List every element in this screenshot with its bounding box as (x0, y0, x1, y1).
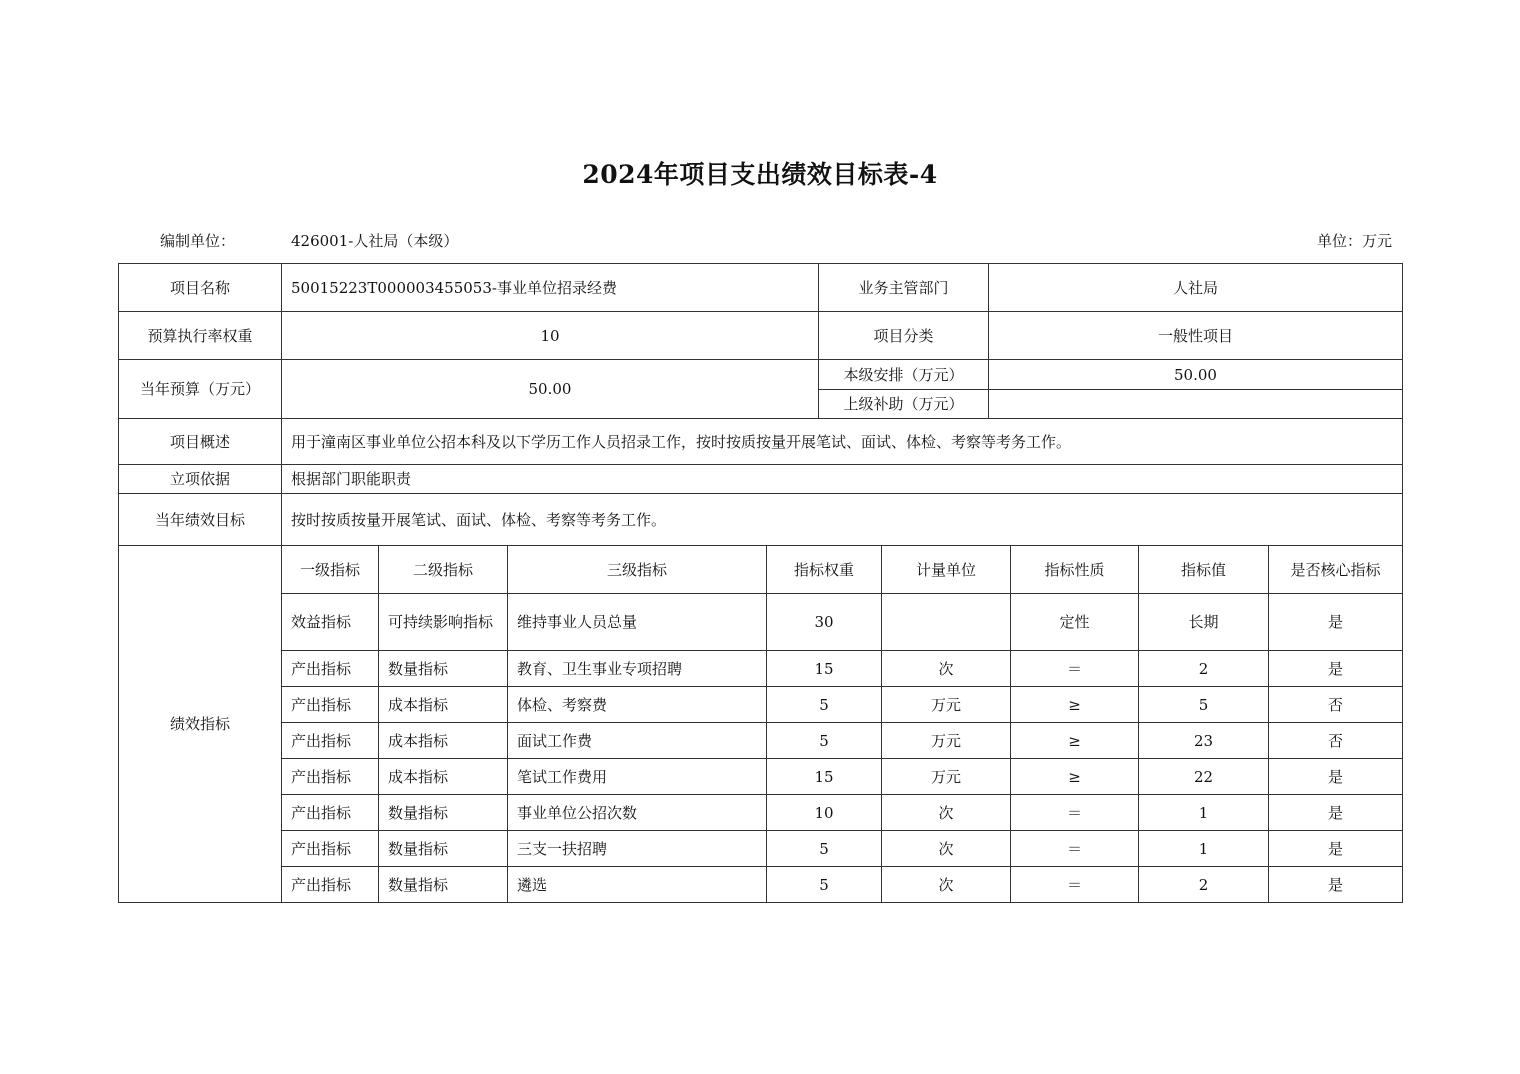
cell-weight: 5 (767, 723, 882, 759)
row-goal (119, 494, 1403, 546)
cell-nature: ＝ (1011, 651, 1139, 687)
upper-label: 上级补助（万元） (819, 390, 989, 419)
cell-unit: 次 (882, 867, 1011, 903)
page-title: 2024年项目支出绩效目标表-4 (582, 160, 938, 189)
table-row (119, 831, 1403, 867)
unit-label: 单位：万元 (1316, 232, 1392, 250)
table-row (119, 795, 1403, 831)
cell-value: 1 (1139, 795, 1269, 831)
cell-level1: 效益指标 (282, 594, 379, 651)
cell-level2: 成本指标 (379, 759, 508, 795)
cell-nature: ＝ (1011, 867, 1139, 903)
cell-core: 是 (1269, 795, 1403, 831)
cell-level3: 面试工作费 (508, 723, 767, 759)
cell-level2: 数量指标 (379, 831, 508, 867)
table-row (119, 759, 1403, 795)
cell-level1: 产出指标 (282, 795, 379, 831)
overview-label: 项目概述 (119, 419, 282, 465)
org-value: 426001-人社局（本级） (291, 232, 459, 250)
exec-weight-value: 10 (282, 312, 819, 360)
cell-level2: 数量指标 (379, 651, 508, 687)
category-value: 一般性项目 (989, 312, 1403, 360)
project-info-table (118, 263, 1403, 546)
budget-label: 当年预算（万元） (119, 360, 282, 419)
cell-level3: 笔试工作费用 (508, 759, 767, 795)
cell-value: 22 (1139, 759, 1269, 795)
cell-core: 是 (1269, 651, 1403, 687)
cell-level1: 产出指标 (282, 687, 379, 723)
row-project-name (119, 264, 1403, 312)
row-exec-weight (119, 312, 1403, 360)
cell-nature: ≥ (1011, 759, 1139, 795)
cell-core: 否 (1269, 687, 1403, 723)
table-row (119, 687, 1403, 723)
table-row (119, 594, 1403, 651)
cell-value: 长期 (1139, 594, 1269, 651)
cell-level3: 体检、考察费 (508, 687, 767, 723)
row-budget (119, 360, 1403, 390)
cell-level1: 产出指标 (282, 831, 379, 867)
org-label: 编制单位： (160, 232, 236, 250)
dept-value: 人社局 (989, 264, 1403, 312)
cell-value: 5 (1139, 687, 1269, 723)
cell-value: 2 (1139, 651, 1269, 687)
cell-weight: 5 (767, 687, 882, 723)
cell-weight: 5 (767, 867, 882, 903)
basis-value: 根据部门职能职责 (282, 465, 1403, 494)
category-label: 项目分类 (819, 312, 989, 360)
cell-level3: 教育、卫生事业专项招聘 (508, 651, 767, 687)
cell-core: 否 (1269, 723, 1403, 759)
goal-label: 当年绩效目标 (119, 494, 282, 546)
cell-level3: 三支一扶招聘 (508, 831, 767, 867)
header-level3: 三级指标 (508, 546, 767, 594)
indicator-table (118, 545, 1403, 903)
cell-value: 1 (1139, 831, 1269, 867)
cell-nature: ＝ (1011, 795, 1139, 831)
cell-unit: 次 (882, 651, 1011, 687)
cell-unit: 万元 (882, 687, 1011, 723)
local-label: 本级安排（万元） (819, 360, 989, 390)
cell-weight: 10 (767, 795, 882, 831)
upper-value (989, 390, 1403, 419)
cell-unit: 万元 (882, 723, 1011, 759)
header-value: 指标值 (1139, 546, 1269, 594)
project-name-value: 50015223T000003455053-事业单位招录经费 (282, 264, 819, 312)
dept-label: 业务主管部门 (819, 264, 989, 312)
cell-level3: 事业单位公招次数 (508, 795, 767, 831)
header-core: 是否核心指标 (1269, 546, 1403, 594)
cell-value: 23 (1139, 723, 1269, 759)
cell-nature: 定性 (1011, 594, 1139, 651)
cell-level2: 可持续影响指标 (379, 594, 508, 651)
cell-core: 是 (1269, 759, 1403, 795)
cell-weight: 30 (767, 594, 882, 651)
cell-unit (882, 594, 1011, 651)
header-nature: 指标性质 (1011, 546, 1139, 594)
table-row (119, 723, 1403, 759)
local-value: 50.00 (989, 360, 1403, 390)
header-unit: 计量单位 (882, 546, 1011, 594)
header-level2: 二级指标 (379, 546, 508, 594)
cell-level3: 维持事业人员总量 (508, 594, 767, 651)
cell-level3: 遴选 (508, 867, 767, 903)
exec-weight-label: 预算执行率权重 (119, 312, 282, 360)
cell-level1: 产出指标 (282, 867, 379, 903)
cell-level1: 产出指标 (282, 651, 379, 687)
header-level1: 一级指标 (282, 546, 379, 594)
cell-level1: 产出指标 (282, 759, 379, 795)
table-row (119, 651, 1403, 687)
cell-unit: 次 (882, 795, 1011, 831)
cell-weight: 15 (767, 651, 882, 687)
cell-unit: 万元 (882, 759, 1011, 795)
cell-weight: 5 (767, 831, 882, 867)
cell-level1: 产出指标 (282, 723, 379, 759)
table-row (119, 867, 1403, 903)
cell-unit: 次 (882, 831, 1011, 867)
row-basis (119, 465, 1403, 494)
cell-weight: 15 (767, 759, 882, 795)
cell-core: 是 (1269, 594, 1403, 651)
cell-level2: 数量指标 (379, 867, 508, 903)
indicator-section-label: 绩效指标 (119, 546, 282, 903)
cell-nature: ≥ (1011, 723, 1139, 759)
overview-value: 用于潼南区事业单位公招本科及以下学历工作人员招录工作，按时按质按量开展笔试、面试、体检、考察等考务工作。 (282, 419, 1403, 465)
goal-value: 按时按质按量开展笔试、面试、体检、考察等考务工作。 (282, 494, 1403, 546)
basis-label: 立项依据 (119, 465, 282, 494)
cell-core: 是 (1269, 831, 1403, 867)
cell-level2: 数量指标 (379, 795, 508, 831)
row-overview (119, 419, 1403, 465)
budget-value: 50.00 (282, 360, 819, 419)
indicator-header-row (119, 546, 1403, 594)
cell-core: 是 (1269, 867, 1403, 903)
cell-level2: 成本指标 (379, 687, 508, 723)
cell-value: 2 (1139, 867, 1269, 903)
cell-nature: ＝ (1011, 831, 1139, 867)
header-weight: 指标权重 (767, 546, 882, 594)
project-name-label: 项目名称 (119, 264, 282, 312)
cell-level2: 成本指标 (379, 723, 508, 759)
cell-nature: ≥ (1011, 687, 1139, 723)
